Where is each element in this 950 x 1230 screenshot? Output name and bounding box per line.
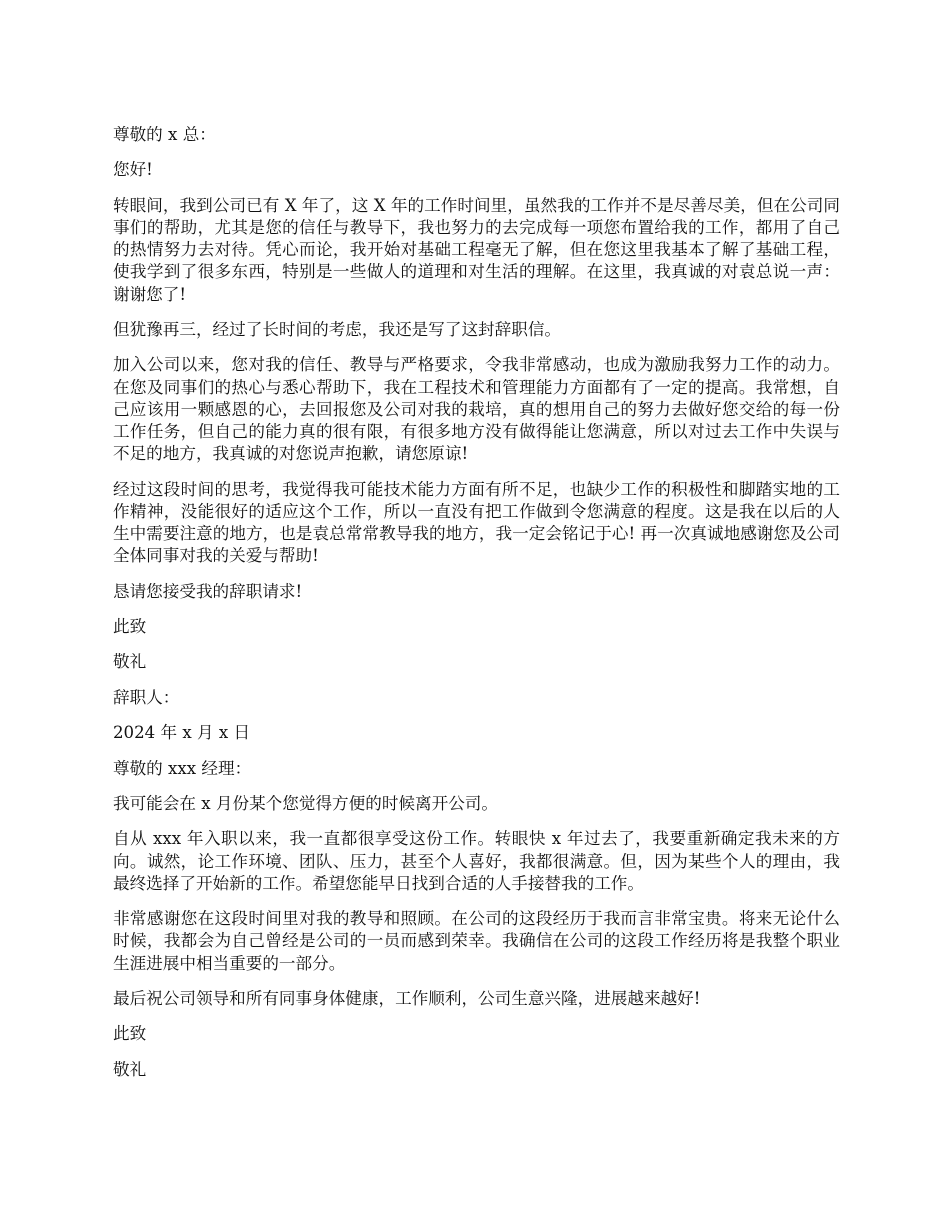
body-paragraph-6: 自从 xxx 年入职以来，我一直都很享受这份工作。转眼快 x 年过去了，我要重新确定我未来的方向。诚然，论工作环境、团队、压力，甚至个人喜好，我都很满意。但，因为某些个人的理由，我最终选择了开始新的工作。希望您能早日找到合适的人手接替我的工作。 bbox=[113, 829, 840, 893]
document-body bbox=[113, 124, 840, 1094]
body-paragraph-8: 最后祝公司领导和所有同事身体健康，工作顺利，公司生意兴隆，进展越来越好! bbox=[113, 988, 701, 1008]
regards-1: 敬礼 bbox=[113, 652, 147, 672]
body-paragraph-2: 但犹豫再三，经过了长时间的考虑，我还是写了这封辞职信。 bbox=[113, 319, 562, 339]
request-line: 恳请您接受我的辞职请求! bbox=[113, 581, 303, 601]
closing-1: 此致 bbox=[113, 616, 147, 636]
body-paragraph-1: 转眼间，我到公司已有 X 年了，这 X 年的工作时间里，虽然我的工作并不是尽善尽美，但在公司同事们的帮助，尤其是您的信任与教导下，我也努力的去完成每一项您布置给我的工作，都用了自己的热情努力去对待。凭心而论，我开始对基础工程毫无了解，但在您这里我基本了解了基础工程，使我学到了很多东西，特别是一些做人的道理和对生活的理解。在这里，我真诚的对袁总说一声：谢谢您了! bbox=[113, 195, 840, 304]
body-paragraph-5: 我可能会在 x 月份某个您觉得方便的时候离开公司。 bbox=[113, 793, 498, 813]
body-paragraph-3: 加入公司以来，您对我的信任、教导与严格要求，令我非常感动，也成为激励我努力工作的动力。在您及同事们的热心与悉心帮助下，我在工程技术和管理能力方面都有了一定的提高。我常想，自己应该用一颗感恩的心，去回报您及公司对我的栽培，真的想用自己的努力去做好您交给的每一份工作任务，但自己的能力真的很有限，有很多地方没有做得能让您满意，所以对过去工作中失误与不足的地方，我真诚的对您说声抱歉，请您原谅! bbox=[113, 355, 840, 464]
greeting: 您好! bbox=[113, 160, 153, 180]
body-paragraph-4: 经过这段时间的思考，我觉得我可能技术能力方面有所不足，也缺少工作的积极性和脚踏实地的工作精神，没能很好的适应这个工作，所以一直没有把工作做到令您满意的程度。这是我在以后的人生中需要注意的地方，也是袁总常常教导我的地方，我一定会铭记于心! 再一次真诚地感谢您及公司全体同事对我的关爱与帮助! bbox=[113, 479, 840, 566]
signer-label: 辞职人： bbox=[113, 687, 180, 707]
body-paragraph-7: 非常感谢您在这段时间里对我的教导和照顾。在公司的这段经历于我而言非常宝贵。将来无论什么时候，我都会为自己曾经是公司的一员而感到荣幸。我确信在公司的这段工作经历将是我整个职业生涯进展中相当重要的一部分。 bbox=[113, 909, 840, 973]
regards-2: 敬礼 bbox=[113, 1059, 147, 1079]
salutation-1: 尊敬的 x 总： bbox=[113, 125, 216, 144]
closing-2: 此致 bbox=[113, 1024, 147, 1044]
date-line: 2024 年 x 月 x 日 bbox=[113, 723, 251, 743]
salutation-2: 尊敬的 xxx 经理： bbox=[113, 758, 252, 778]
